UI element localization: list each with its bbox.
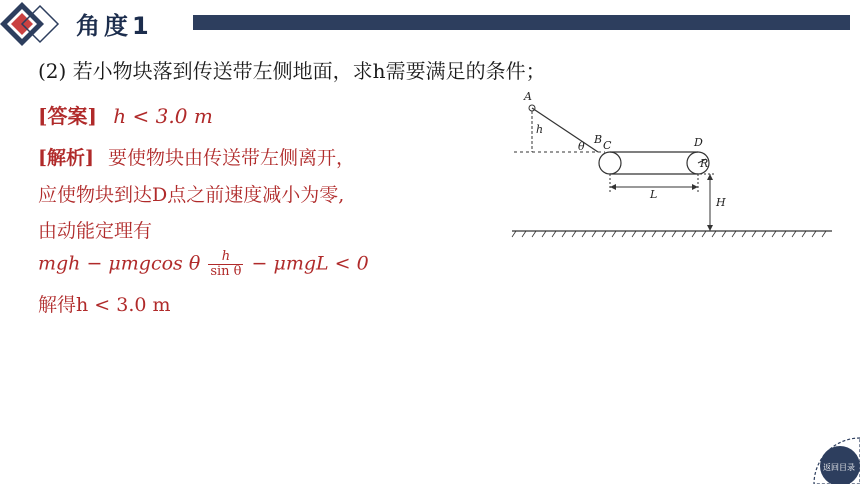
- big-h-arrow-bottom: [707, 225, 713, 231]
- solution-line-3: 由动能定理有: [38, 220, 153, 242]
- solution-line-1: [38, 143, 355, 170]
- solution-text-1: 要使物块由传送带左侧离开，: [108, 147, 356, 169]
- back-to-contents-button[interactable]: [806, 436, 860, 484]
- label-theta: θ: [578, 140, 585, 153]
- label-a: A: [524, 90, 532, 103]
- slide-header: [0, 0, 860, 48]
- label-d: D: [694, 136, 703, 149]
- answer-line: [38, 100, 213, 129]
- solution-label: [解析]: [38, 147, 94, 169]
- back-button-label: 返回目录: [823, 463, 855, 472]
- header-bar: [193, 15, 850, 30]
- l-arrow-left: [610, 184, 616, 190]
- back-button-shape-icon: [806, 436, 860, 484]
- answer-label: [答案]: [38, 104, 97, 128]
- label-big-h: H: [716, 196, 726, 209]
- big-h-arrow-top: [707, 174, 713, 180]
- left-pulley: [599, 152, 621, 174]
- answer-text: h < 3.0 m: [113, 104, 213, 128]
- label-l: L: [650, 188, 658, 201]
- question-text: (2) 若小物块落到传送带左侧地面，求h需要满足的条件；: [38, 59, 546, 83]
- label-b: B: [594, 133, 603, 146]
- label-c: C: [603, 139, 612, 152]
- label-h: h: [536, 123, 544, 136]
- equation-fraction: [208, 250, 243, 279]
- fraction-denominator: sin θ: [210, 264, 242, 279]
- equation-left: mgh − μmgcos θ: [38, 252, 201, 275]
- section-title: 角度1: [76, 12, 153, 40]
- label-r: R: [700, 157, 709, 170]
- conveyor-diagram: [510, 88, 840, 248]
- l-arrow-right: [692, 184, 698, 190]
- equation-right: − μmgL < 0: [251, 252, 369, 275]
- solution-line-2: 应使物块到达D点之前速度减小为零,: [38, 184, 345, 206]
- ground-hatching: [512, 231, 826, 237]
- equation-line: [38, 250, 369, 279]
- diamond-logo-icon: [0, 0, 60, 48]
- fraction-numerator: h: [208, 250, 243, 265]
- solution-line-5: 解得h < 3.0 m: [38, 294, 171, 316]
